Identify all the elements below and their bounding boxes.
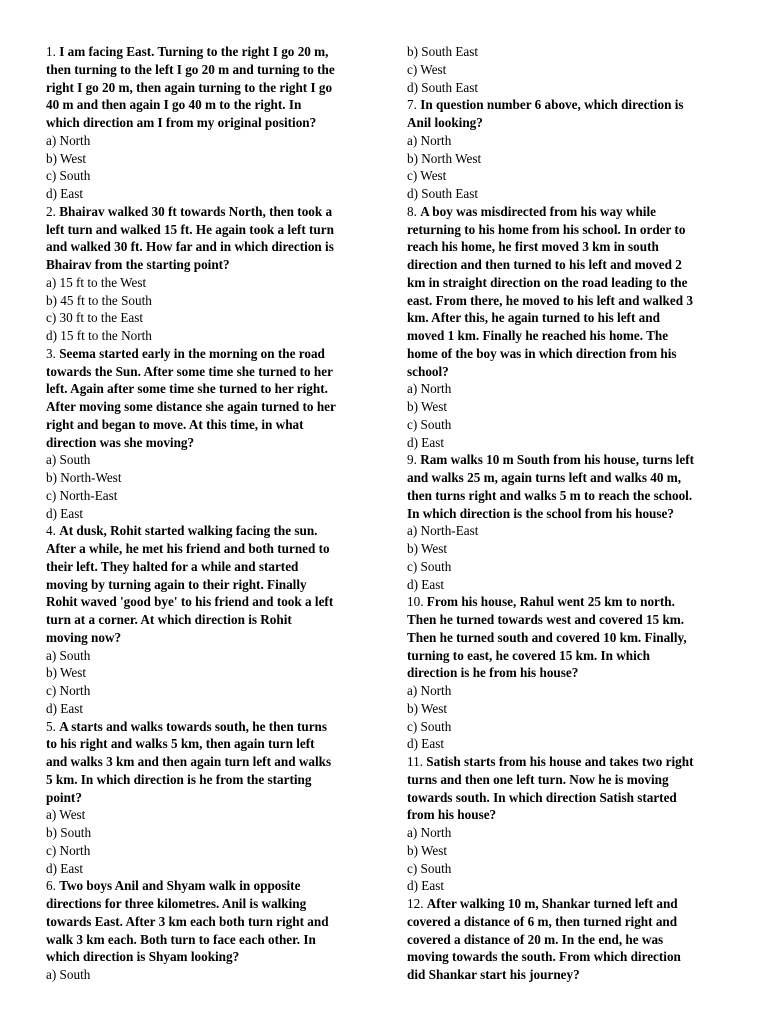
question-text: covered a distance of 6 m, then turned right and	[407, 913, 678, 929]
question-text: Anil looking?	[407, 115, 483, 130]
text-line	[407, 256, 725, 274]
plain-text: 5.	[46, 718, 60, 734]
question-text: which direction am I from my original position?	[46, 115, 317, 130]
question-text: from his house?	[407, 807, 497, 823]
text-line	[46, 576, 364, 594]
question-text: direction was she moving?	[46, 434, 195, 450]
plain-text: b) West	[407, 541, 448, 556]
question-text: school?	[407, 363, 449, 379]
text-line	[407, 43, 725, 61]
text-line	[46, 487, 364, 505]
plain-text: 7.	[407, 97, 421, 113]
text-line	[407, 380, 725, 398]
plain-text: a) West	[46, 807, 86, 823]
text-line	[46, 718, 364, 736]
question-text: moving now?	[46, 629, 122, 645]
text-line	[46, 806, 364, 824]
text-line	[46, 221, 364, 239]
text-line	[46, 380, 364, 398]
text-line	[407, 398, 725, 416]
plain-text: 9.	[407, 452, 421, 468]
plain-text: a) South	[46, 967, 91, 982]
text-line	[407, 345, 725, 363]
question-text: Two boys Anil and Shyam walk in opposite	[59, 878, 301, 894]
plain-text: c) North-East	[46, 487, 118, 503]
question-text: towards the Sun. After some time she turned to her	[46, 363, 333, 379]
question-text: did Shankar start his journey?	[407, 967, 580, 982]
text-line	[46, 824, 364, 842]
text-line	[407, 274, 725, 292]
text-line	[46, 522, 364, 540]
text-line	[46, 647, 364, 665]
question-text: After moving some distance she again turned to her	[46, 399, 336, 414]
question-text: their left. They halted for a while and started	[46, 558, 299, 574]
plain-text: d) East	[407, 878, 444, 894]
question-text: which direction is Shyam looking?	[46, 949, 240, 965]
plain-text: b) North-West	[46, 470, 122, 485]
text-line	[407, 61, 725, 79]
plain-text: d) East	[407, 736, 444, 752]
plain-text: b) 45 ft to the South	[46, 292, 152, 308]
text-line	[46, 43, 364, 61]
plain-text: a) 15 ft to the West	[46, 274, 147, 290]
text-line	[407, 629, 725, 647]
text-line	[407, 842, 725, 860]
text-line	[46, 540, 364, 558]
question-text: In which direction is the school from his house?	[407, 505, 674, 521]
text-line	[407, 203, 725, 221]
plain-text: 10.	[407, 594, 427, 610]
text-line	[407, 221, 725, 239]
question-text: A boy was misdirected from his way while	[420, 203, 656, 219]
question-text: and walked 30 ft. How far and in which direction is	[46, 239, 334, 255]
text-line	[46, 842, 364, 860]
text-line	[46, 611, 364, 629]
question-text: returning to his home from his school. In order to	[407, 221, 686, 237]
question-text: 5 km. In which direction is he from the starting	[46, 771, 312, 787]
question-text: In question number 6 above, which direction is	[420, 97, 684, 113]
text-line	[407, 238, 725, 256]
plain-text: a) North	[407, 381, 452, 397]
text-line	[46, 185, 364, 203]
text-line	[407, 416, 725, 434]
question-text: direction is he from his house?	[407, 665, 579, 681]
question-text: point?	[46, 789, 82, 805]
plain-text: d) East	[46, 186, 83, 201]
text-line	[46, 451, 364, 469]
text-line	[407, 363, 725, 381]
text-line	[407, 558, 725, 576]
question-text: Bhairav from the starting point?	[46, 257, 230, 272]
text-line	[407, 185, 725, 203]
text-line	[46, 167, 364, 185]
question-text: Rohit waved 'good bye' to his friend and took a left	[46, 594, 334, 610]
text-line	[46, 79, 364, 97]
plain-text: c) South	[407, 860, 452, 876]
plain-text: 12.	[407, 896, 427, 911]
plain-text: d) East	[46, 505, 83, 521]
question-text: Satish starts from his house and takes two right	[426, 754, 694, 769]
question-text: right and began to move. At this time, in what	[46, 416, 304, 432]
text-line	[407, 948, 725, 966]
question-text: Then he turned towards west and covered 15 km.	[407, 612, 685, 627]
text-line	[407, 789, 725, 807]
question-text: Then he turned south and covered 10 km. Finally,	[407, 629, 687, 645]
question-text: then turns right and walks 5 m to reach the school.	[407, 487, 693, 503]
question-text: to his right and walks 5 km, then again turn left	[46, 736, 315, 752]
text-line	[407, 931, 725, 949]
text-line	[46, 398, 364, 416]
text-line	[407, 522, 725, 540]
question-text: moving by turning again to their right. Finally	[46, 576, 307, 592]
question-text: walk 3 km each. Both turn to face each other. In	[46, 931, 316, 947]
text-line	[46, 966, 364, 984]
question-text: right I go 20 m, then again turning to the right I go	[46, 79, 333, 95]
plain-text: 4.	[46, 523, 60, 539]
question-text: east. From there, he moved to his left and walked 3	[407, 292, 693, 308]
question-text: towards East. After 3 km each both turn right and	[46, 913, 329, 929]
text-line	[407, 913, 725, 931]
plain-text: 8.	[407, 203, 421, 219]
question-text: home of the boy was in which direction from his	[407, 345, 677, 361]
plain-text: c) North	[46, 683, 91, 698]
plain-text: c) North	[46, 842, 91, 858]
text-line	[407, 487, 725, 505]
question-text: and walks 3 km and then again turn left and walks	[46, 754, 332, 769]
question-text: A starts and walks towards south, he then turns	[59, 718, 328, 734]
right-column	[407, 43, 725, 984]
text-line	[46, 469, 364, 487]
plain-text: a) South	[46, 452, 91, 468]
text-line	[46, 238, 364, 256]
plain-text: a) North	[46, 132, 91, 148]
text-line	[407, 434, 725, 452]
text-line	[407, 327, 725, 345]
text-line	[46, 735, 364, 753]
question-text: turn at a corner. At which direction is Rohit	[46, 612, 292, 627]
question-text: 40 m and then again I go 40 m to the right. In	[46, 97, 302, 113]
question-text: At dusk, Rohit started walking facing the sun.	[59, 523, 318, 539]
plain-text: c) South	[407, 718, 452, 734]
text-line	[46, 416, 364, 434]
text-line	[407, 292, 725, 310]
text-line	[407, 79, 725, 97]
plain-text: b) West	[407, 700, 448, 716]
text-line	[46, 345, 364, 363]
plain-text: 6.	[46, 878, 60, 894]
text-line	[407, 877, 725, 895]
text-line	[407, 700, 725, 718]
text-line	[46, 274, 364, 292]
text-line	[46, 948, 364, 966]
text-line	[46, 256, 364, 274]
text-line	[46, 629, 364, 647]
plain-text: d) South East	[407, 79, 479, 95]
text-line	[46, 505, 364, 523]
question-text: From his house, Rahul went 25 km to north.	[426, 594, 675, 610]
question-text: Seema started early in the morning on the road	[59, 345, 325, 361]
question-text: direction and then turned to his left and moved 2	[407, 257, 682, 272]
question-text: km in straight direction on the road leading to the	[407, 274, 688, 290]
plain-text: b) West	[46, 665, 87, 681]
text-line	[407, 505, 725, 523]
question-text: directions for three kilometres. Anil is walking	[46, 896, 307, 911]
text-line	[407, 753, 725, 771]
text-line	[407, 132, 725, 150]
question-text: Ram walks 10 m South from his house, turns left	[420, 452, 694, 468]
plain-text: a) North-East	[407, 523, 479, 539]
text-line	[46, 114, 364, 132]
plain-text: a) South	[46, 647, 91, 663]
question-text: and walks 25 m, again turns left and walks 40 m,	[407, 470, 682, 485]
text-line	[46, 931, 364, 949]
text-line	[46, 61, 364, 79]
plain-text: b) North West	[407, 150, 482, 166]
plain-text: 3.	[46, 345, 60, 361]
text-line	[407, 309, 725, 327]
plain-text: c) West	[407, 168, 447, 184]
text-line	[407, 860, 725, 878]
text-line	[46, 860, 364, 878]
plain-text: d) East	[46, 860, 83, 876]
plain-text: b) South East	[407, 44, 479, 59]
text-line	[46, 789, 364, 807]
question-text: left. Again after some time she turned to her right.	[46, 381, 328, 397]
text-line	[407, 966, 725, 984]
plain-text: b) South	[46, 825, 92, 840]
plain-text: 1.	[46, 44, 60, 59]
text-line	[46, 434, 364, 452]
text-line	[407, 771, 725, 789]
plain-text: 2.	[46, 203, 60, 219]
question-text: turns and then one left turn. Now he is moving	[407, 771, 669, 787]
text-line	[407, 806, 725, 824]
text-line	[407, 664, 725, 682]
plain-text: b) West	[46, 150, 87, 166]
plain-text: b) West	[407, 399, 448, 414]
plain-text: d) East	[46, 700, 83, 716]
question-text: then turning to the left I go 20 m and turning to the	[46, 61, 335, 77]
question-text: km. After this, he again turned to his left and	[407, 310, 660, 326]
question-text: turning to east, he covered 15 km. In which	[407, 647, 650, 663]
text-line	[46, 203, 364, 221]
text-line	[46, 558, 364, 576]
question-text: I am facing East. Turning to the right I go 20 m,	[59, 44, 329, 59]
text-line	[46, 700, 364, 718]
text-line	[46, 682, 364, 700]
text-line	[407, 540, 725, 558]
text-line	[407, 593, 725, 611]
text-line	[407, 167, 725, 185]
text-line	[407, 114, 725, 132]
text-line	[46, 753, 364, 771]
text-line	[407, 611, 725, 629]
plain-text: a) North	[407, 825, 452, 840]
text-line	[407, 469, 725, 487]
text-line	[407, 150, 725, 168]
text-line	[407, 96, 725, 114]
text-line	[407, 576, 725, 594]
question-text: towards south. In which direction Satish started	[407, 789, 677, 805]
question-text: After walking 10 m, Shankar turned left and	[426, 896, 678, 911]
text-line	[46, 96, 364, 114]
text-line	[46, 913, 364, 931]
plain-text: d) South East	[407, 186, 479, 201]
text-line	[46, 895, 364, 913]
plain-text: a) North	[407, 683, 452, 698]
text-line	[46, 327, 364, 345]
text-line	[407, 895, 725, 913]
question-text: moving towards the south. From which direction	[407, 949, 681, 965]
text-line	[407, 647, 725, 665]
plain-text: c) South	[407, 416, 452, 432]
plain-text: d) East	[407, 576, 444, 592]
text-line	[46, 132, 364, 150]
text-line	[407, 718, 725, 736]
text-line	[407, 682, 725, 700]
text-line	[46, 363, 364, 381]
question-text: Bhairav walked 30 ft towards North, then took a	[59, 203, 333, 219]
question-text: left turn and walked 15 ft. He again took a left turn	[46, 221, 334, 237]
text-line	[46, 664, 364, 682]
question-text: covered a distance of 20 m. In the end, he was	[407, 931, 664, 947]
text-line	[407, 824, 725, 842]
question-text: After a while, he met his friend and both turned to	[46, 541, 330, 556]
plain-text: c) 30 ft to the East	[46, 310, 144, 326]
text-line	[407, 735, 725, 753]
text-line	[46, 292, 364, 310]
question-text: moved 1 km. Finally he reached his home. The	[407, 328, 669, 343]
text-line	[46, 771, 364, 789]
text-line	[46, 309, 364, 327]
text-line	[46, 150, 364, 168]
plain-text: c) West	[407, 61, 447, 77]
text-line	[46, 593, 364, 611]
plain-text: a) North	[407, 132, 452, 148]
plain-text: d) East	[407, 434, 444, 450]
plain-text: c) South	[407, 558, 452, 574]
left-column	[46, 43, 364, 984]
text-line	[407, 451, 725, 469]
plain-text: b) West	[407, 842, 448, 858]
question-text: reach his home, he first moved 3 km in south	[407, 239, 659, 255]
text-line	[46, 877, 364, 895]
plain-text: d) 15 ft to the North	[46, 328, 152, 343]
plain-text: c) South	[46, 168, 91, 184]
plain-text: 11.	[407, 754, 427, 769]
